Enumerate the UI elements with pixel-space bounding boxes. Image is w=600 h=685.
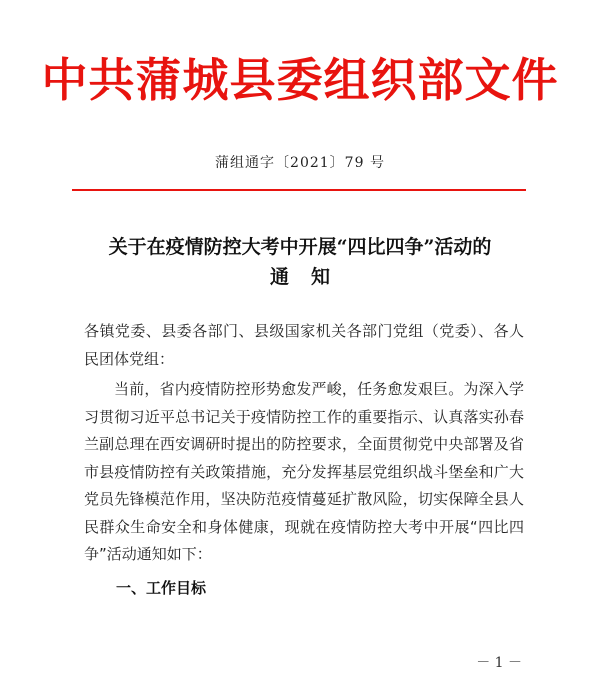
red-divider-line (72, 189, 526, 191)
notice-title-line2: 通知 (269, 266, 352, 288)
red-header-title: 中共蒲城县委组织部文件 (41, 53, 559, 107)
document-number: 蒲组通字〔2021〕79 号 (215, 155, 385, 171)
body-paragraph: 当前，省内疫情防控形势愈发严峻，任务愈发艰巨。为深入学习贯彻习近平总书记关于疫情防控工作的重要指示、认真落实孙春兰副总理在西安调研时提出的防控要求，全面贯彻党中央部署及省市县疫情防控有关政策措施，充分发挥基层党组织战斗堡垒和广大党员先锋模范作用，坚决防范疫情蔓延扩散风险，切实保障全县人民群众生命安全和身体健康，现就在疫情防控大考中开展“四比四争”活动通知如下： (84, 380, 524, 563)
section-heading: 一、工作目标 (116, 579, 207, 597)
notice-title (0, 232, 600, 292)
page-number: － 1 － (476, 655, 522, 671)
notice-title-line1: 关于在疫情防控大考中开展“四比四争”活动的 (108, 236, 492, 258)
addressee: 各镇党委、县委各部门、县级国家机关各部门党组（党委）、各人民团体党组： (84, 322, 524, 368)
